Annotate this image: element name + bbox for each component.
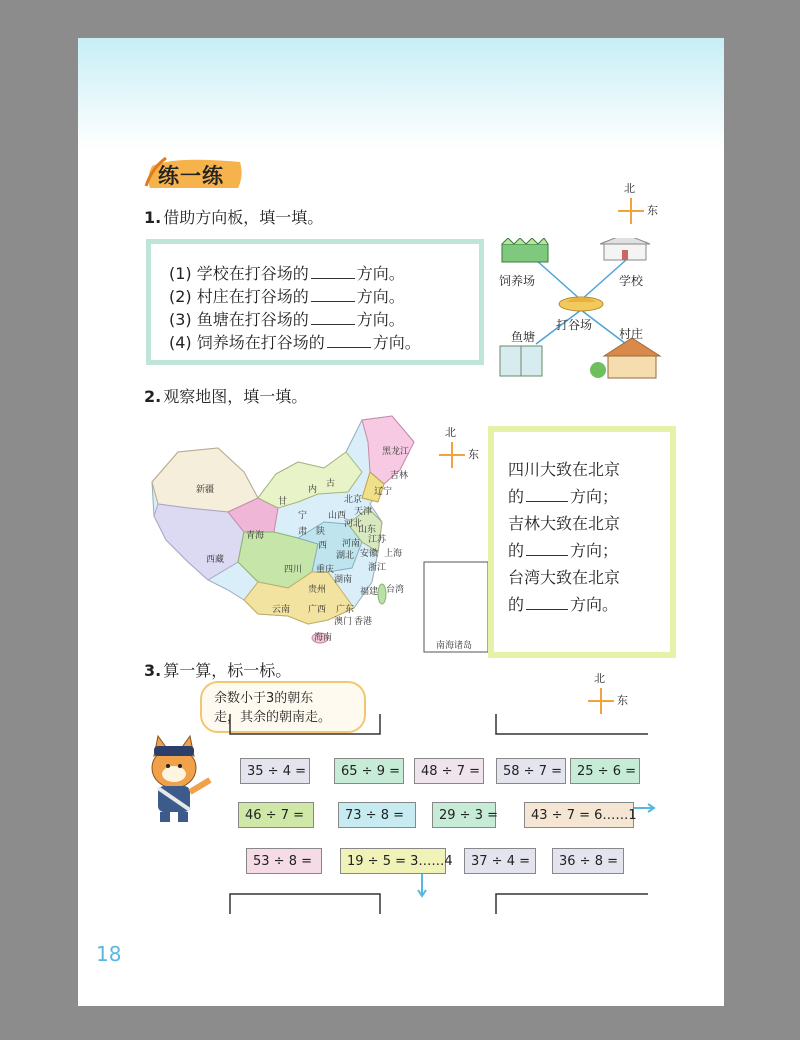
division-card[interactable] <box>238 802 314 828</box>
q3-compass-north: 北 <box>594 672 605 685</box>
question-2-title <box>144 384 307 407</box>
q2-compass-east: 东 <box>468 448 479 461</box>
card-text: 43 ÷ 7 = 6……1 <box>531 807 637 823</box>
map-label-su: 肃 <box>298 527 308 537</box>
map-label-yunnan: 云南 <box>272 605 291 615</box>
q2-line-1: 四川大致在北京 <box>508 460 621 479</box>
map-label-tianjin: 天津 <box>354 507 373 517</box>
q1-blank-2[interactable] <box>311 286 355 302</box>
map-label-sichuan: 四川 <box>284 565 303 575</box>
fish-pond-icon <box>500 346 542 376</box>
q2-line-6-before: 的 <box>508 595 525 614</box>
page-number: 18 <box>96 942 122 966</box>
card-text: 36 ÷ 8 = <box>559 853 618 869</box>
cat-officer-icon <box>144 728 216 824</box>
q2-line-5: 台湾大致在北京 <box>508 568 621 587</box>
map-label-macau: 澳门 <box>334 617 353 627</box>
q2-line-4-before: 的 <box>508 541 525 560</box>
label-threshing-ground: 打谷场 <box>556 318 593 332</box>
q1-line-3-after: 方向。 <box>356 310 405 329</box>
section-heading <box>144 156 246 190</box>
division-card[interactable] <box>570 758 640 784</box>
map-label-shanxi: 山西 <box>328 511 347 521</box>
q1-line-2-before: (2) 村庄在打谷场的 <box>169 287 309 306</box>
label-school: 学校 <box>619 274 644 288</box>
card-text: 65 ÷ 9 = <box>341 763 400 779</box>
division-card[interactable] <box>524 802 637 828</box>
school-icon <box>600 238 650 260</box>
map-label-hunan: 湖南 <box>334 575 353 585</box>
map-label-hebei: 河北 <box>344 519 363 529</box>
card-text: 29 ÷ 3 = <box>439 807 498 823</box>
q1-line-4-after: 方向。 <box>372 333 421 352</box>
division-card[interactable] <box>334 758 404 784</box>
division-card[interactable] <box>414 758 484 784</box>
q2-blank-3[interactable] <box>526 594 568 610</box>
map-label-henan: 河南 <box>342 539 361 549</box>
map-label-xinjiang: 新疆 <box>196 485 215 495</box>
map-label-shanghai: 上海 <box>384 549 403 559</box>
question-2-number: 2. <box>144 387 162 406</box>
q1-compass-east: 东 <box>647 204 658 217</box>
question-3-title <box>144 658 291 681</box>
speech-line-1: 余数小于3的朝东 <box>214 691 314 706</box>
map-label-jiangsu: 江苏 <box>368 535 387 545</box>
q1-blank-1[interactable] <box>311 263 355 279</box>
card-text: 19 ÷ 5 = 3……4 <box>347 853 453 869</box>
division-card[interactable] <box>432 802 496 828</box>
division-card[interactable] <box>240 758 310 784</box>
card-text: 25 ÷ 6 = <box>577 763 636 779</box>
map-label-xizang: 西藏 <box>206 555 225 565</box>
map-label-shaan: 陕 <box>316 527 326 537</box>
q1-blank-3[interactable] <box>311 309 355 325</box>
map-label-nei: 内 <box>308 485 318 495</box>
question-1-box <box>146 239 484 365</box>
q1-line-1-before: (1) 学校在打谷场的 <box>169 264 309 283</box>
map-label-taiwan: 台湾 <box>386 585 405 595</box>
map-label-anhui: 安徽 <box>360 549 379 559</box>
q1-line-3-before: (3) 鱼塘在打谷场的 <box>169 310 309 329</box>
question-3-number: 3. <box>144 661 162 680</box>
q2-line-3: 吉林大致在北京 <box>508 514 621 533</box>
q1-line-2-after: 方向。 <box>356 287 405 306</box>
q2-line-6-after: 方向。 <box>570 595 619 614</box>
q2-line-2-before: 的 <box>508 487 525 506</box>
map-label-xi: 西 <box>318 541 328 551</box>
card-text: 73 ÷ 8 = <box>345 807 404 823</box>
q2-compass-north: 北 <box>445 426 456 439</box>
q3-compass-east: 东 <box>617 694 628 707</box>
question-2-prompt: 观察地图，填一填。 <box>163 387 308 406</box>
q1-line-4 <box>169 331 421 354</box>
q2-line-2 <box>508 483 620 510</box>
card-text: 37 ÷ 4 = <box>471 853 530 869</box>
q1-line-1 <box>169 262 421 285</box>
map-label-zhejiang: 浙江 <box>368 563 387 573</box>
q2-blank-1[interactable] <box>526 486 568 502</box>
map-label-hubei: 湖北 <box>336 551 355 561</box>
label-feed-farm: 饲养场 <box>499 274 536 288</box>
question-1-prompt: 借助方向板，填一填。 <box>163 208 324 227</box>
heading-text: 练一练 <box>158 164 224 188</box>
label-village: 村庄 <box>619 327 644 341</box>
q1-line-3 <box>169 308 421 331</box>
textbook-page <box>78 38 724 1006</box>
map-label-guizhou: 贵州 <box>308 585 327 595</box>
map-label-liaoning: 辽宁 <box>374 487 393 497</box>
q2-line-2-after: 方向； <box>570 487 619 506</box>
division-card[interactable] <box>464 848 536 874</box>
division-card[interactable] <box>552 848 624 874</box>
q2-line-6 <box>508 591 620 618</box>
division-card[interactable] <box>246 848 322 874</box>
header-band <box>78 38 724 150</box>
map-label-heilongjiang: 黑龙江 <box>382 447 410 457</box>
map-label-beijing: 北京 <box>344 495 363 505</box>
farm-diagram <box>496 238 666 384</box>
q2-line-4 <box>508 537 620 564</box>
card-text: 53 ÷ 8 = <box>253 853 312 869</box>
q1-line-2 <box>169 285 421 308</box>
card-text: 35 ÷ 4 = <box>247 763 306 779</box>
map-label-shandong: 山东 <box>358 525 377 535</box>
map-label-gan: 甘 <box>278 497 288 507</box>
map-label-jilin: 吉林 <box>390 471 409 481</box>
division-card[interactable] <box>338 802 416 828</box>
question-1-number: 1. <box>144 208 162 227</box>
q2-line-4-after: 方向； <box>570 541 619 560</box>
q1-compass-icon <box>618 182 658 224</box>
card-text: 58 ÷ 7 = <box>503 763 562 779</box>
question-3-prompt: 算一算，标一标。 <box>163 661 292 680</box>
map-label-guangdong: 广东 <box>336 605 355 615</box>
map-label-fujian: 福建 <box>360 587 379 597</box>
map-label-south-china-sea: 南海诸岛 <box>436 641 473 651</box>
map-label-hainan: 海南 <box>314 633 333 643</box>
card-text: 46 ÷ 7 = <box>245 807 304 823</box>
q1-line-1-after: 方向。 <box>356 264 405 283</box>
map-label-hongkong: 香港 <box>354 617 373 627</box>
map-label-guangxi: 广西 <box>308 605 327 615</box>
q1-compass-north: 北 <box>624 182 635 195</box>
card-text: 48 ÷ 7 = <box>421 763 480 779</box>
map-label-qinghai: 青海 <box>246 531 265 541</box>
division-card[interactable] <box>496 758 566 784</box>
feed-farm-icon <box>502 238 548 262</box>
q2-compass-icon <box>439 426 479 468</box>
speech-line-2: 走，其余的朝南走。 <box>214 710 332 725</box>
q1-line-4-before: (4) 饲养场在打谷场的 <box>169 333 325 352</box>
q1-blank-4[interactable] <box>327 332 371 348</box>
question-2-box <box>488 426 676 658</box>
question-1-title <box>144 205 323 228</box>
map-label-gu: 古 <box>326 479 336 489</box>
map-label-chongqing: 重庆 <box>316 565 335 575</box>
label-fish-pond: 鱼塘 <box>511 330 536 344</box>
division-card[interactable] <box>340 848 453 874</box>
q2-blank-2[interactable] <box>526 540 568 556</box>
village-icon <box>590 338 660 378</box>
map-label-ning: 宁 <box>298 511 308 521</box>
threshing-ground-icon <box>559 297 603 311</box>
